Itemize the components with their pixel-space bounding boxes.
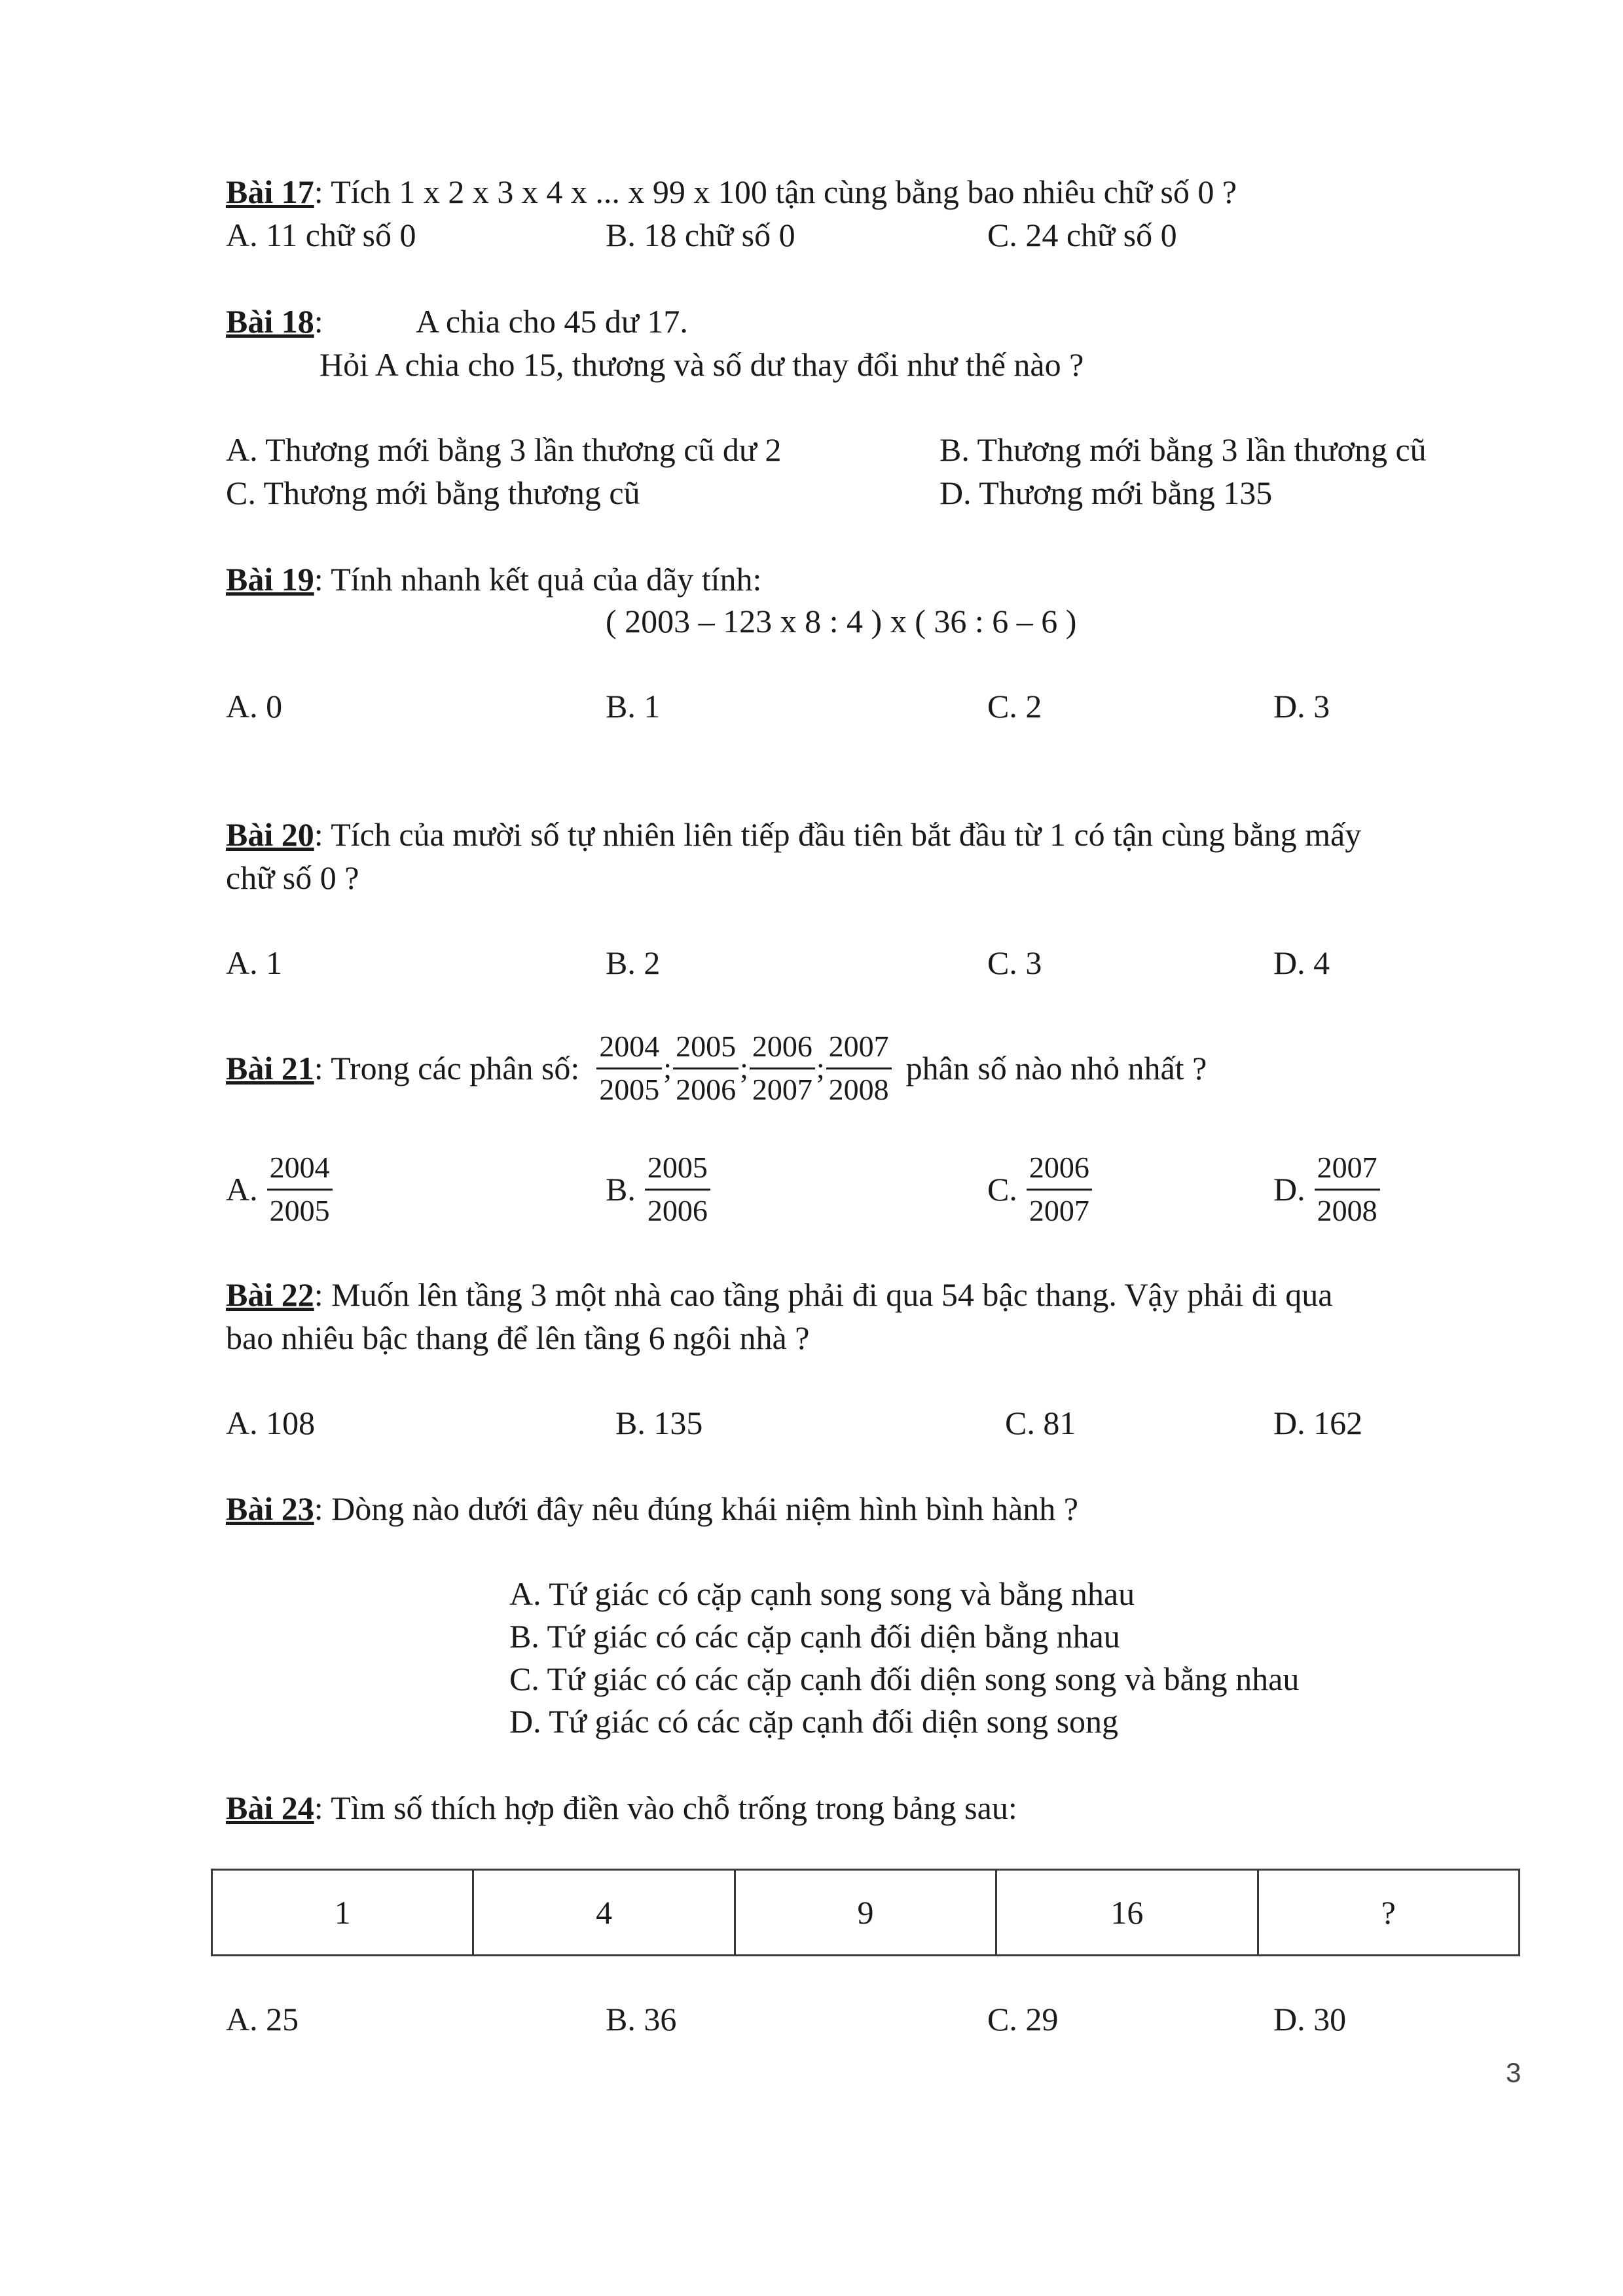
table-cell: 9	[735, 1870, 996, 1956]
q21-option-c: C. $\frac{2006}{2007}$	[987, 1149, 1095, 1230]
q24-option-b: B. 36	[606, 2001, 677, 2037]
q20-option-a: A. 1	[226, 944, 283, 981]
question-22	[226, 1278, 1332, 1311]
table-cell: 1	[212, 1870, 473, 1956]
question-19-label: Bài 19	[226, 561, 314, 598]
q21-option-b: B. $\frac{2005}{2006}$	[606, 1149, 713, 1230]
number-sequence-table	[211, 1869, 1520, 1956]
q23-option-d: D. Tứ giác có các cặp cạnh đối diện song song	[509, 1703, 1119, 1740]
q19-option-a: A. 0	[226, 688, 283, 725]
question-22-text-cont: bao nhiêu bậc thang để lên tầng 6 ngôi nhà ?	[226, 1319, 810, 1356]
q20-option-d: D. 4	[1273, 944, 1330, 981]
q21-separator-1: ;	[663, 1051, 672, 1085]
q23-option-c: C. Tứ giác có các cặp cạnh đối diện song song và bằng nhau	[509, 1660, 1300, 1697]
q19-option-c: C. 2	[987, 688, 1042, 725]
q22-option-a: A. 108	[226, 1405, 316, 1441]
question-18-colon: :	[314, 303, 323, 340]
q19-option-d: D. 3	[1273, 688, 1330, 725]
question-20	[226, 818, 1361, 851]
q17-option-a: A. 11 chữ số 0	[226, 217, 416, 253]
table-cell: 16	[996, 1870, 1258, 1956]
question-19-expression: ( 2003 – 123 x 8 : 4 ) x ( 36 : 6 – 6 )	[606, 603, 1077, 639]
q18-option-d: D. Thương mới bằng 135	[939, 475, 1273, 511]
question-23-text: : Dòng nào dưới đây nêu đúng khái niệm hình bình hành ?	[314, 1490, 1078, 1527]
question-21	[226, 1028, 1207, 1109]
question-18-line2: Hỏi A chia cho 15, thương và số dư thay đổi như thế nào ?	[319, 346, 1084, 383]
q21-fraction-1: $\frac{2004}{2005}$	[596, 1028, 662, 1109]
q18-option-a: A. Thương mới bằng 3 lần thương cũ dư 2	[226, 431, 782, 468]
question-24	[226, 1791, 1017, 1824]
q23-option-b: B. Tứ giác có các cặp cạnh đối diện bằng nhau	[509, 1618, 1120, 1655]
question-21-tail: phân số nào nhỏ nhất ?	[905, 1050, 1207, 1086]
q18-option-b: B. Thương mới bằng 3 lần thương cũ	[939, 431, 1427, 468]
question-24-text: : Tìm số thích hợp điền vào chỗ trống trong bảng sau:	[314, 1789, 1017, 1826]
question-20-text: : Tích của mười số tự nhiên liên tiếp đầu tiên bắt đầu từ 1 có tận cùng bằng mấy	[314, 816, 1362, 853]
question-18-label: Bài 18	[226, 303, 314, 340]
q20-option-c: C. 3	[987, 944, 1042, 981]
question-19-text: : Tính nhanh kết quả của dãy tính:	[314, 561, 762, 598]
question-17-label: Bài 17	[226, 173, 314, 210]
q21-option-d: D. $\frac{2007}{2008}$	[1273, 1149, 1383, 1230]
q21-fraction-3: $\frac{2006}{2007}$	[750, 1028, 815, 1109]
question-21-label: Bài 21	[226, 1050, 314, 1086]
question-23	[226, 1492, 1078, 1525]
question-24-label: Bài 24	[226, 1789, 314, 1826]
q24-option-c: C. 29	[987, 2001, 1059, 2037]
q17-option-b: B. 18 chữ số 0	[606, 217, 795, 253]
q19-option-b: B. 1	[606, 688, 661, 725]
q22-option-d: D. 162	[1273, 1405, 1363, 1441]
q20-option-b: B. 2	[606, 944, 661, 981]
question-21-text: : Trong các phân số:	[314, 1050, 580, 1086]
question-18	[226, 305, 323, 338]
table-cell-unknown: ?	[1258, 1870, 1519, 1956]
page-number: 3	[1506, 2057, 1522, 2088]
q21-fraction-4: $\frac{2007}{2008}$	[826, 1028, 892, 1109]
question-20-label: Bài 20	[226, 816, 314, 853]
question-22-label: Bài 22	[226, 1276, 314, 1313]
q21-separator-2: ;	[740, 1051, 748, 1085]
q22-option-c: C. 81	[1005, 1405, 1076, 1441]
question-20-text-cont: chữ số 0 ?	[226, 859, 359, 896]
question-23-label: Bài 23	[226, 1490, 314, 1527]
table-cell: 4	[473, 1870, 735, 1956]
question-18-line1: A chia cho 45 dư 17.	[416, 303, 688, 340]
q21-separator-3: ;	[816, 1051, 825, 1085]
q24-option-a: A. 25	[226, 2001, 299, 2037]
q22-option-b: B. 135	[615, 1405, 703, 1441]
question-19	[226, 563, 761, 596]
q21-option-a: A. $\frac{2004}{2005}$	[226, 1149, 335, 1230]
question-17	[226, 175, 1237, 208]
q18-option-c: C. Thương mới bằng thương cũ	[226, 475, 640, 511]
q17-option-c: C. 24 chữ số 0	[987, 217, 1177, 253]
q23-option-a: A. Tứ giác có cặp cạnh song song và bằng nhau	[509, 1575, 1135, 1612]
question-17-text: : Tích 1 x 2 x 3 x 4 x ... x 99 x 100 tận cùng bằng bao nhiêu chữ số 0 ?	[314, 173, 1237, 210]
q21-fraction-2: $\frac{2005}{2006}$	[673, 1028, 739, 1109]
q24-option-d: D. 30	[1273, 2001, 1347, 2037]
question-22-text: : Muốn lên tầng 3 một nhà cao tầng phải đi qua 54 bậc thang. Vậy phải đi qua	[314, 1276, 1333, 1313]
